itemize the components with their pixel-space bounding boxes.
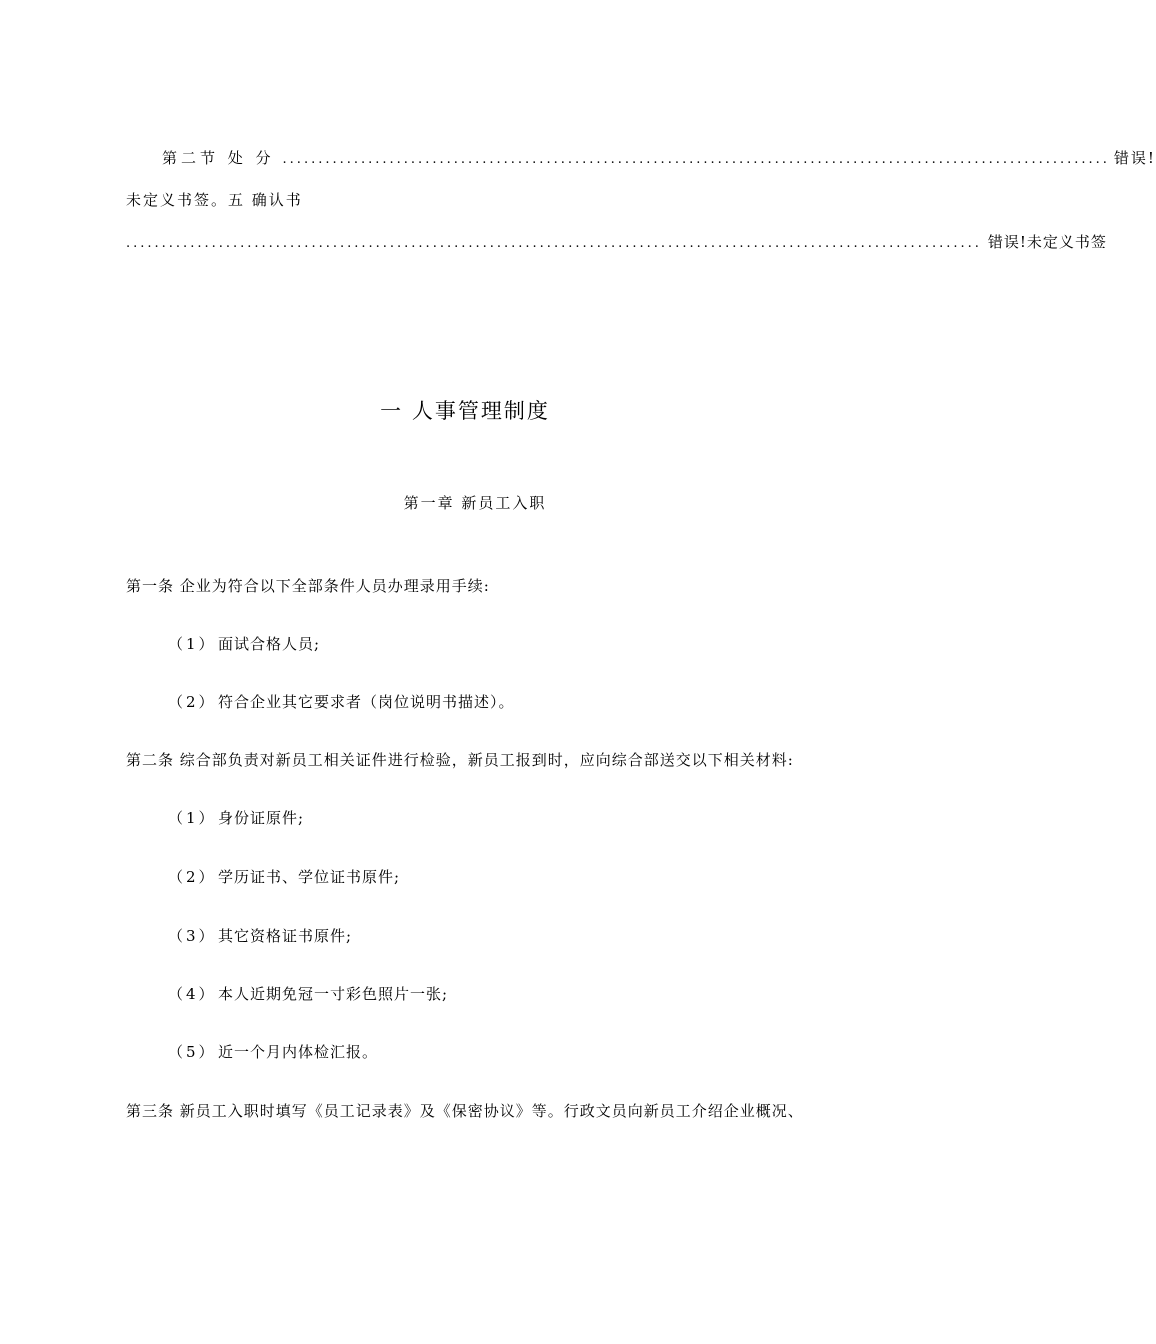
- list-item-number: （1）: [168, 809, 217, 827]
- article-3: 第三条 新员工入职时填写《员工记录表》及《保密协议》等。行政文员向新员工介绍企业概况、: [126, 1102, 804, 1120]
- list-item-number: （3）: [168, 927, 217, 945]
- chapter-heading: 第一章 新员工入职: [403, 494, 547, 512]
- page-title: 一 人事管理制度: [380, 399, 550, 423]
- list-item-text: 近一个月内体检汇报。: [218, 1043, 379, 1061]
- toc-entry-error: 错误!未定义书签: [987, 233, 1107, 251]
- list-item-text: 符合企业其它要求者（岗位说明书描述）。: [218, 693, 515, 711]
- toc-entry-wrap-text: 未定义书签。五 确认书: [126, 191, 303, 209]
- list-item-number: （2）: [168, 868, 217, 886]
- toc-leader-dots: ....................................................................................................................: [282, 152, 1110, 167]
- article-1: 第一条 企业为符合以下全部条件人员办理录用手续:: [126, 577, 490, 595]
- list-item: [168, 808, 304, 828]
- list-item: [168, 926, 352, 946]
- toc-entry-confirmation: [126, 232, 1107, 254]
- list-item-text: 身份证原件;: [218, 809, 305, 827]
- list-item-number: （5）: [168, 1043, 217, 1061]
- list-item-number: （4）: [168, 985, 217, 1003]
- list-item: [168, 867, 400, 887]
- list-item-text: 其它资格证书原件;: [218, 927, 353, 945]
- list-item: [168, 984, 448, 1004]
- list-item-text: 本人近期免冠一寸彩色照片一张;: [218, 985, 449, 1003]
- list-item: [168, 1042, 378, 1062]
- toc-entry-section-2: [162, 148, 1156, 170]
- list-item-text: 面试合格人员;: [218, 635, 321, 653]
- list-item: [168, 692, 515, 712]
- list-item-text: 学历证书、学位证书原件;: [218, 868, 401, 886]
- toc-entry-error: 错误!: [1113, 149, 1156, 167]
- toc-entry-label: 第二节 处 分: [162, 149, 275, 167]
- article-2: 第二条 综合部负责对新员工相关证件进行检验，新员工报到时，应向综合部送交以下相关材料:: [126, 751, 794, 769]
- toc-leader-dots: ........................................................................................................................: [126, 236, 982, 251]
- list-item: [168, 634, 320, 654]
- list-item-number: （2）: [168, 693, 217, 711]
- list-item-number: （1）: [168, 635, 217, 653]
